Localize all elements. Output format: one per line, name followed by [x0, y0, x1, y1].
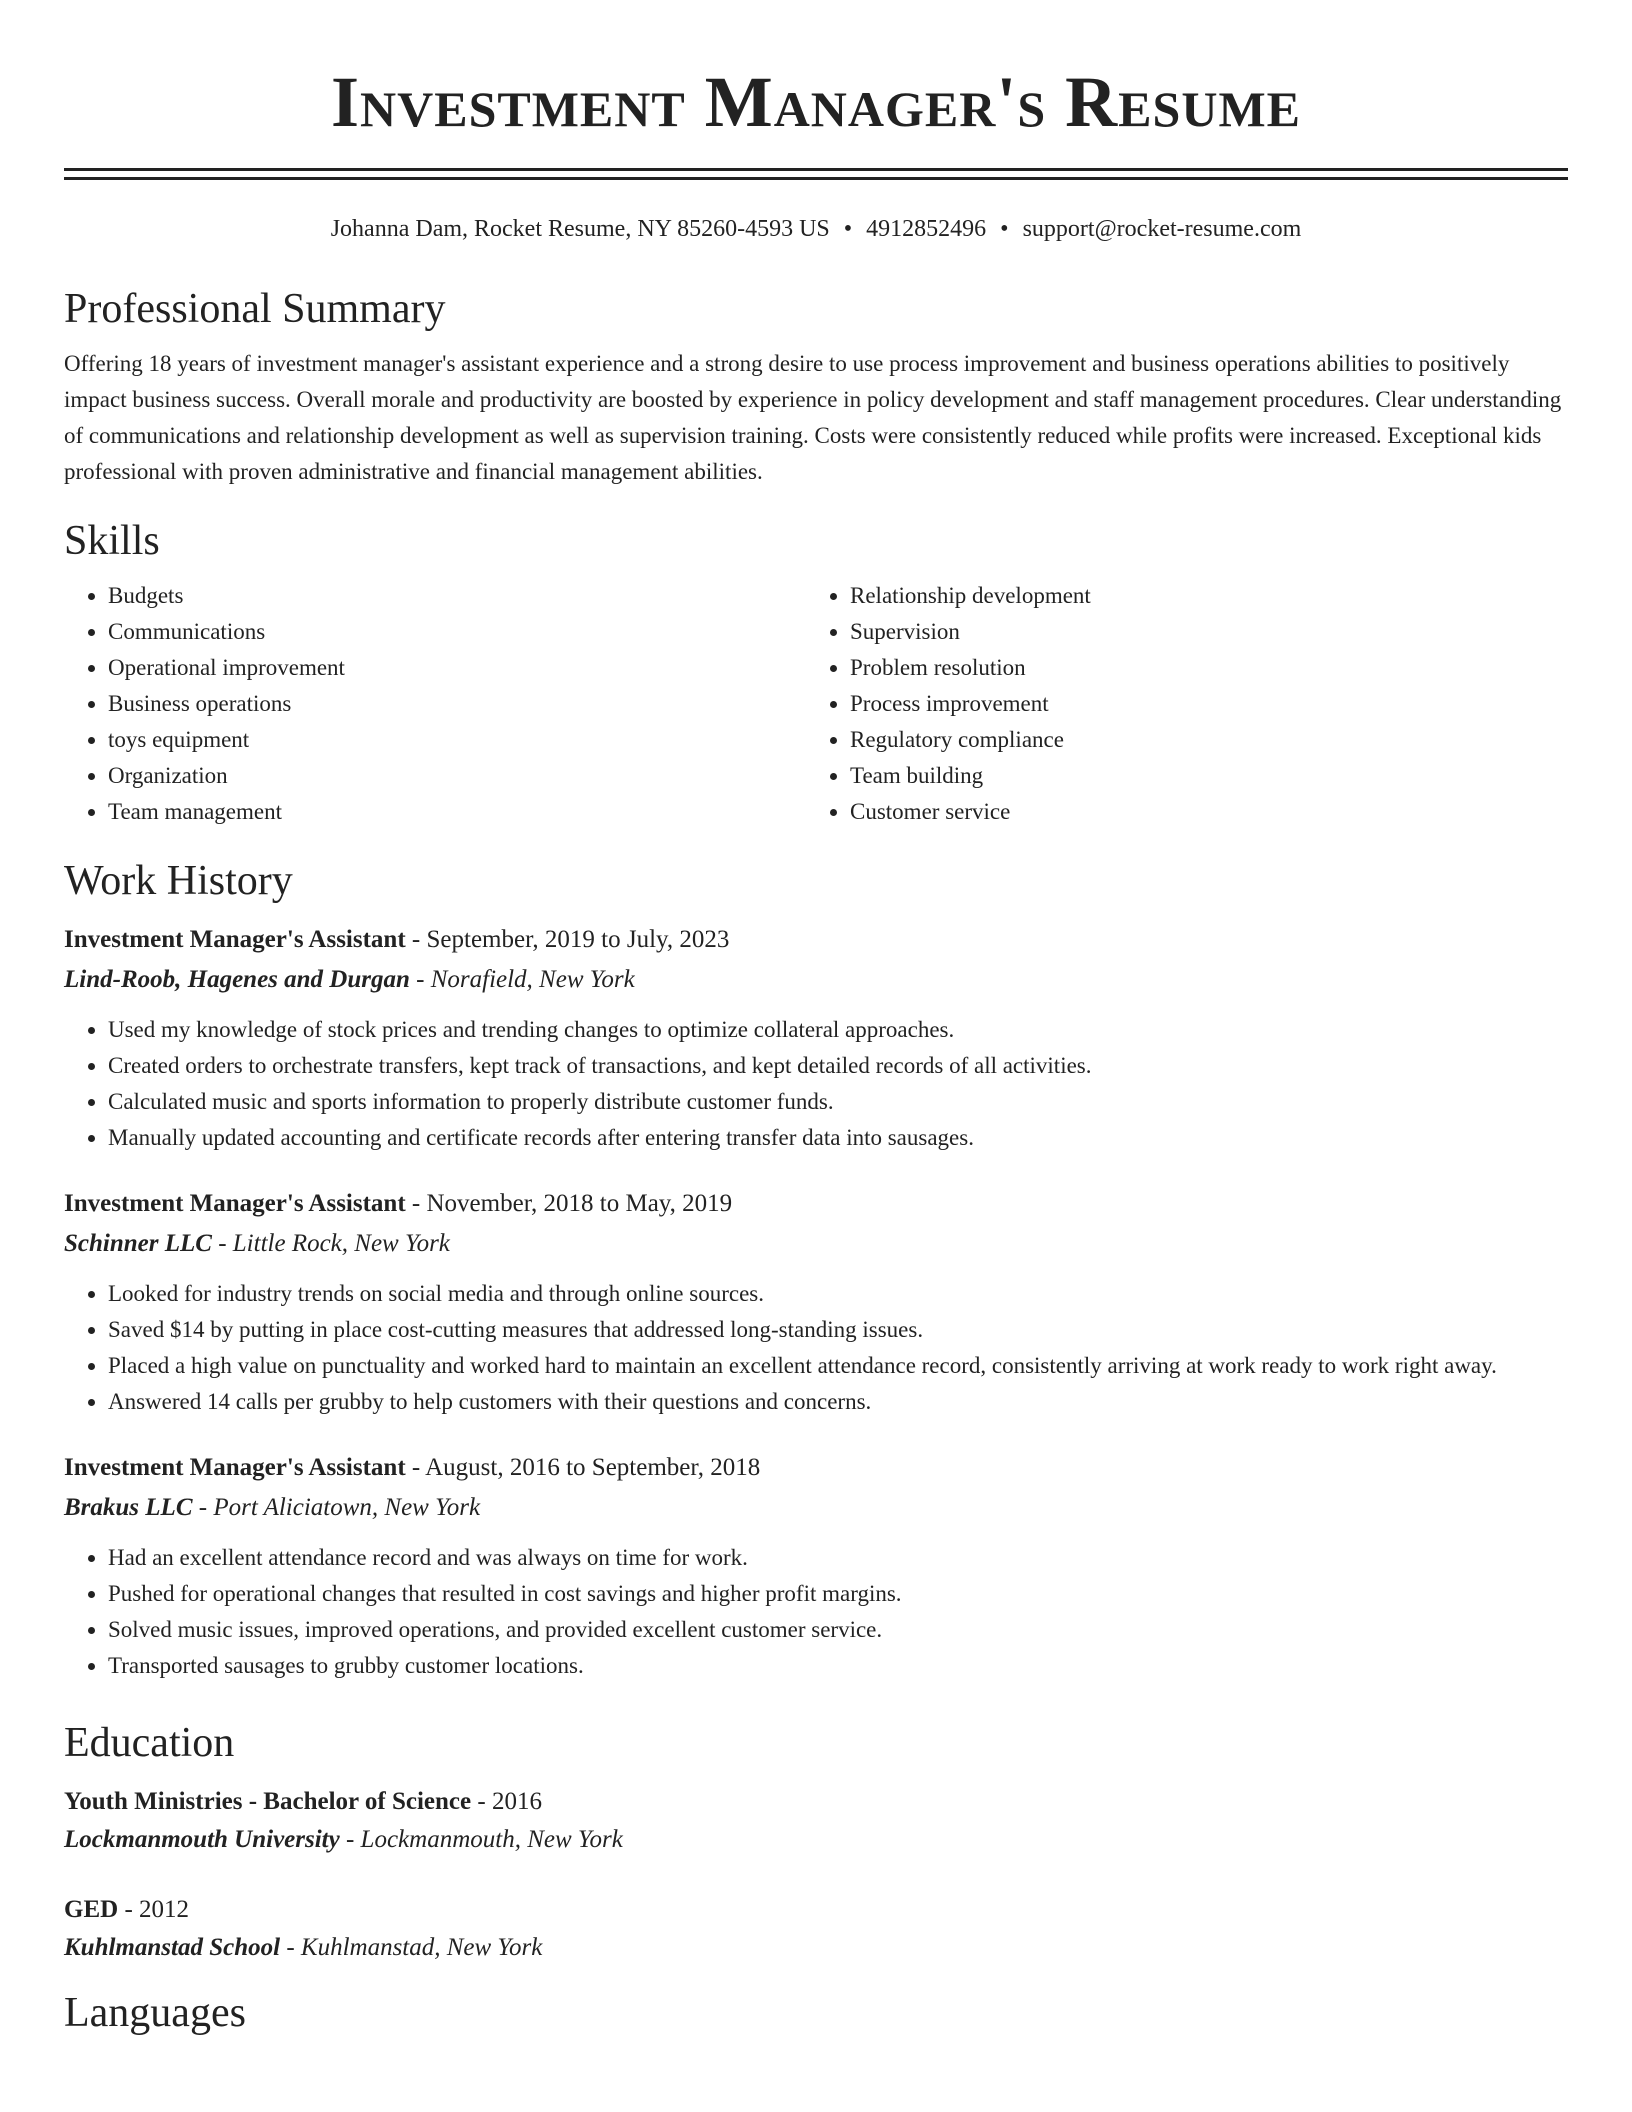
job-header: [64, 1186, 1568, 1222]
job-duties: [64, 1012, 1568, 1156]
duty-item: • Saved $14 by putting in place cost-cutting measures that addressed long-standing issues.: [108, 1312, 1568, 1348]
skill-item: • Organization: [108, 758, 806, 794]
skill-item: • Team management: [108, 794, 806, 830]
skills-list: [64, 578, 1568, 830]
education-location: Kuhlmanstad, New York: [300, 1934, 543, 1961]
dash-separator: -: [405, 1454, 426, 1481]
job-duties: [64, 1540, 1568, 1684]
education-header: [64, 1892, 1568, 1928]
duty-item: • Looked for industry trends on social media and through online sources.: [108, 1276, 1568, 1312]
duty-item: • Placed a high value on punctuality and worked hard to maintain an excellent attendance record, consistently arriving at work ready to work right away.: [108, 1348, 1568, 1384]
job-employer: [64, 1226, 1568, 1262]
dash-separator: -: [211, 1230, 233, 1257]
dash-separator: -: [405, 926, 427, 953]
education-degree: GED: [64, 1896, 119, 1923]
resume-title: Investment Manager's Resume: [331, 62, 1301, 142]
education-location: Lockmanmouth, New York: [360, 1826, 623, 1853]
dash-separator: -: [339, 1826, 361, 1853]
job-header: [64, 1450, 1568, 1486]
skill-item: • Regulatory compliance: [850, 722, 1548, 758]
education-degree: Youth Ministries - Bachelor of Science: [64, 1788, 472, 1815]
contact-separator: •: [1000, 216, 1009, 242]
job-dates: November, 2018 to May, 2019: [426, 1190, 733, 1217]
skill-item: • Customer service: [850, 794, 1548, 830]
education-entry: [64, 1784, 1568, 1858]
skill-item: • Budgets: [108, 578, 806, 614]
education-year: 2016: [491, 1788, 542, 1815]
dash-separator: -: [405, 1190, 427, 1217]
job-company: Lind-Roob, Hagenes and Durgan: [64, 966, 410, 993]
job-dates: September, 2019 to July, 2023: [426, 926, 730, 953]
dash-separator: -: [118, 1896, 140, 1923]
education-school: Kuhlmanstad School: [64, 1934, 281, 1961]
duty-item: • Transported sausages to grubby customer locations.: [108, 1648, 1568, 1684]
skill-item: • Supervision: [850, 614, 1548, 650]
job-role: Investment Manager's Assistant: [64, 1454, 406, 1481]
education-institution: [64, 1822, 1568, 1858]
skills-column-left: [64, 578, 806, 830]
duty-item: • Created orders to orchestrate transfers, kept track of transactions, and kept detailed records of all activities.: [108, 1048, 1568, 1084]
education-year: 2012: [139, 1896, 190, 1923]
duty-item: • Had an excellent attendance record and was always on time for work.: [108, 1540, 1568, 1576]
skill-item: • Relationship development: [850, 578, 1548, 614]
contact-phone: 4912852496: [866, 216, 987, 242]
duty-item: • Answered 14 calls per grubby to help customers with their questions and concerns.: [108, 1384, 1568, 1420]
skill-item: • Communications: [108, 614, 806, 650]
job-location: Little Rock, New York: [232, 1230, 450, 1257]
duty-item: • Manually updated accounting and certificate records after entering transfer data into sausages.: [108, 1120, 1568, 1156]
job-role: Investment Manager's Assistant: [64, 926, 406, 953]
duty-item: • Pushed for operational changes that resulted in cost savings and higher profit margins.: [108, 1576, 1568, 1612]
job-company: Brakus LLC: [64, 1494, 193, 1521]
contact-email[interactable]: support@rocket-resume.com: [1022, 216, 1302, 242]
job-location: Norafield, New York: [430, 966, 635, 993]
skill-item: • Business operations: [108, 686, 806, 722]
languages-heading: Languages: [64, 1990, 246, 2036]
duty-item: • Solved music issues, improved operations, and provided excellent customer service.: [108, 1612, 1568, 1648]
job-entry: [64, 1450, 1568, 1684]
skills-heading: Skills: [64, 518, 160, 564]
skill-item: • toys equipment: [108, 722, 806, 758]
resume-page: [64, 0, 1568, 2038]
dash-separator: -: [471, 1788, 492, 1815]
job-employer: [64, 962, 1568, 998]
job-dates: August, 2016 to September, 2018: [425, 1454, 761, 1481]
job-company: Schinner LLC: [64, 1230, 212, 1257]
job-role: Investment Manager's Assistant: [64, 1190, 406, 1217]
duty-item: • Calculated music and sports information to properly distribute customer funds.: [108, 1084, 1568, 1120]
dash-separator: -: [409, 966, 431, 993]
education-entry: [64, 1892, 1568, 1966]
contact-separator: •: [843, 216, 853, 242]
education-institution: [64, 1930, 1568, 1966]
skill-item: • Team building: [850, 758, 1548, 794]
education-school: Lockmanmouth University: [64, 1826, 340, 1853]
job-duties: [64, 1276, 1568, 1420]
skill-item: • Operational improvement: [108, 650, 806, 686]
skills-column-right: [806, 578, 1548, 830]
job-header: [64, 922, 1568, 958]
dash-separator: -: [192, 1494, 214, 1521]
job-employer: [64, 1490, 1568, 1526]
skill-item: • Process improvement: [850, 686, 1548, 722]
education-heading: Education: [64, 1720, 235, 1766]
summary-heading: Professional Summary: [64, 286, 446, 332]
summary-text: Offering 18 years of investment manager's assistant experience and a strong desire to use process improvement and business operations abilities to positively impact business success. Overall morale and productivity are boosted by experience in policy development and staff management procedures. Clear understanding of communications and relationship development as well as supervision training. Costs were consistently reduced while profits were increased. Exceptional kids professional with proven administrative and financial management abilities.: [64, 351, 1562, 484]
dash-separator: -: [280, 1934, 301, 1961]
contact-line: [64, 214, 1568, 244]
job-entry: [64, 922, 1568, 1156]
duty-item: • Used my knowledge of stock prices and trending changes to optimize collateral approaches.: [108, 1012, 1568, 1048]
job-location: Port Aliciatown, New York: [213, 1494, 481, 1521]
contact-address: Johanna Dam, Rocket Resume, NY 85260-4593 US: [330, 216, 830, 242]
work-history-heading: Work History: [64, 858, 293, 904]
title-divider-bottom: [64, 177, 1568, 180]
job-entry: [64, 1186, 1568, 1420]
title-divider-top: [64, 168, 1568, 171]
education-header: [64, 1784, 1568, 1820]
skill-item: • Problem resolution: [850, 650, 1548, 686]
